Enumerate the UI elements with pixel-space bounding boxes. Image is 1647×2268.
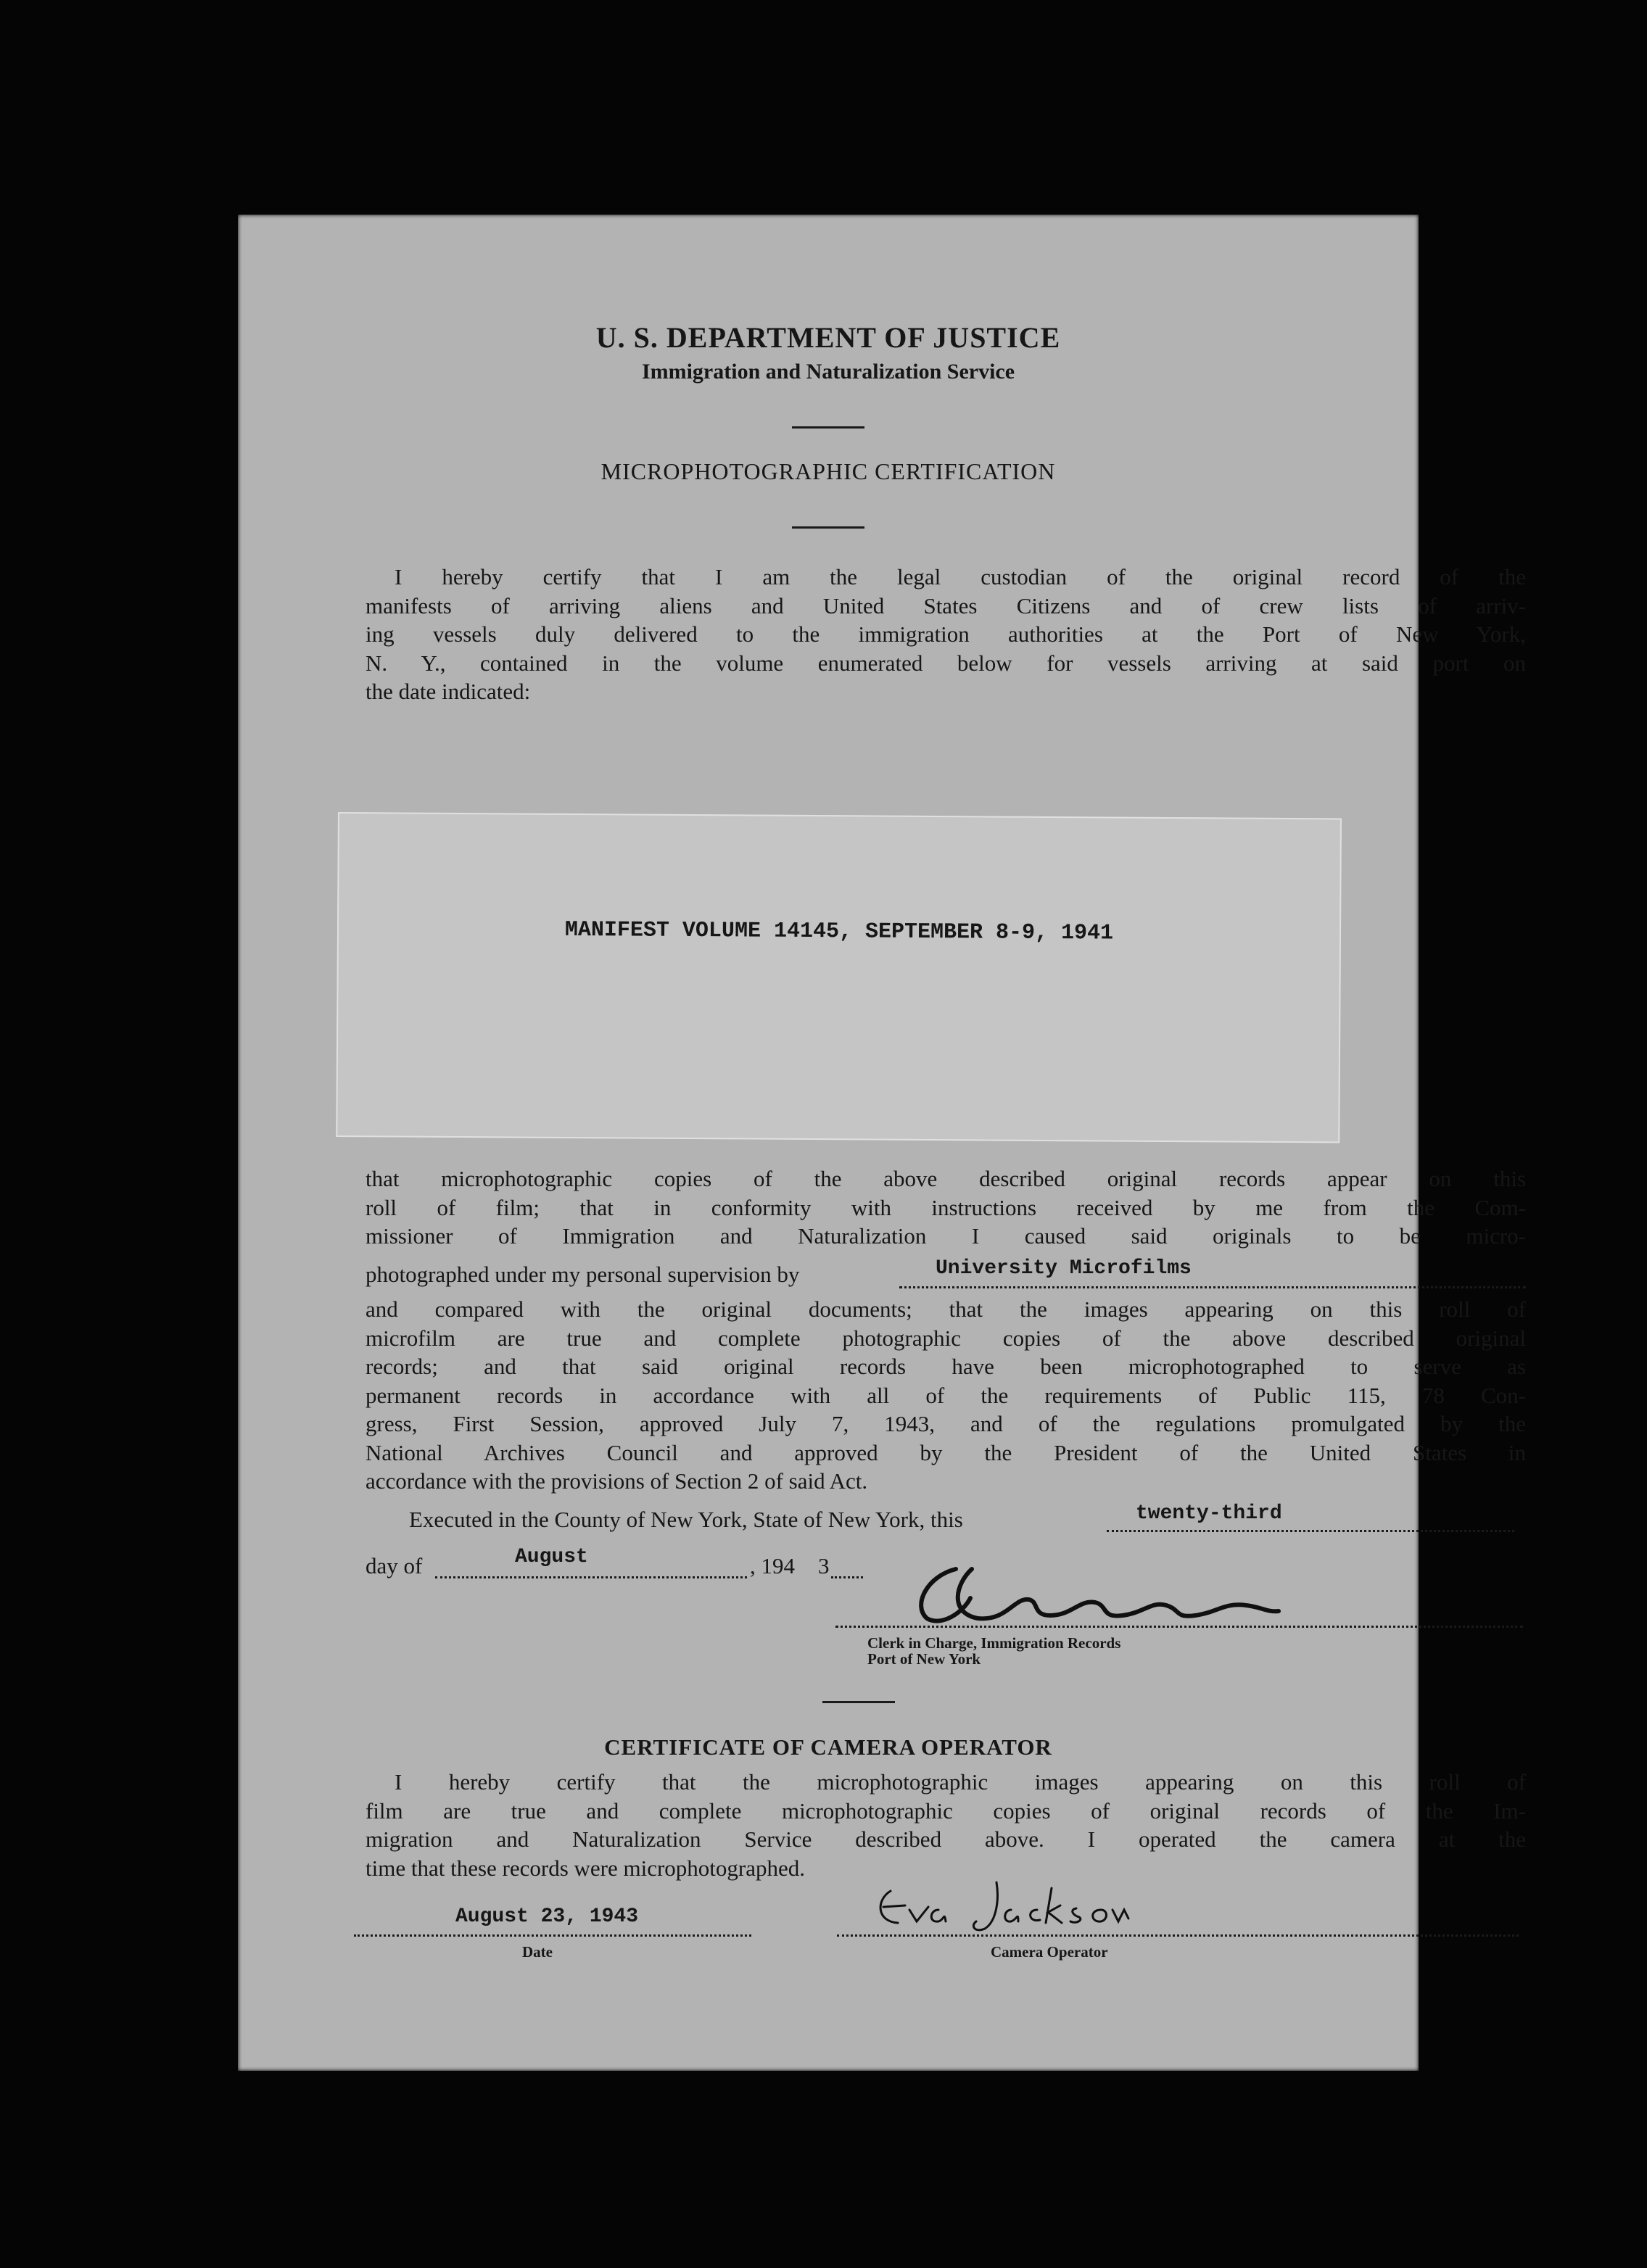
department-title: U. S. DEPARTMENT OF JUSTICE [595,321,1061,354]
month-value: August [515,1546,588,1568]
body-line: microfilm are true and complete photographic copies of the above described original [366,1325,1526,1351]
body-line: National Archives Council and approved by the President of the United States in [366,1439,1526,1465]
certificate-page [238,215,1526,2071]
camera-line: I hereby certify that the microphotographic images appearing on this roll of [395,1769,1526,1795]
body-line: and compared with the original documents; that the images appearing on this roll of [366,1296,1526,1322]
operator-signature [869,1878,1130,1936]
clerk-title: Clerk in Charge, Immigration Records [867,1634,1121,1652]
year-prefix: , 194 [750,1553,795,1578]
body-paragraph [366,1164,1526,1251]
camera-paragraph [366,1768,1526,1882]
body-line: roll of film; that in conformity with instructions received by me from the Com- [366,1194,1526,1220]
intro-line: ing vessels duly delivered to the immigration authorities at the Port of New York, [366,621,1526,647]
intro-line: the date indicated: [366,679,531,704]
camera-line: time that these records were microphotographed. [366,1855,805,1881]
form-title: MICROPHOTOGRAPHIC CERTIFICATION [600,458,1056,484]
operator-label: Camera Operator [991,1943,1108,1961]
clerk-port: Port of New York [867,1650,981,1668]
supervision-dotted-line [899,1286,1526,1288]
camera-line: migration and Naturalization Service described above. I operated the camera at the [366,1826,1526,1852]
body-line: gress, First Session, approved July 7, 1943, and of the regulations promulgated by the [366,1411,1526,1436]
year-dotted-line [831,1576,863,1578]
body-line: permanent records in accordance with all of the requirements of Public 115, 78 Con- [366,1382,1526,1408]
body-line: missioner of Immigration and Naturalization I caused said originals to be micro- [366,1223,1526,1249]
date-label: Date [522,1943,553,1961]
body-line: accordance with the provisions of Section 2 of said Act. [366,1468,868,1494]
intro-line: I hereby certify that I am the legal custodian of the original record of the [395,564,1526,589]
month-dotted-line [435,1576,747,1578]
divider [822,1701,895,1703]
record-slip [336,812,1342,1143]
supervision-label: photographed under my personal supervision by [366,1262,800,1287]
date-dotted-line [354,1934,751,1937]
intro-line: N. Y., contained in the volume enumerated below for vessels arriving at said port on [366,650,1526,676]
body-line: records; and that said original records have been microphotographed to serve as [366,1354,1526,1379]
camera-line: film are true and complete microphotographic copies of original records of the Im- [366,1797,1526,1824]
camera-certificate-title: CERTIFICATE OF CAMERA OPERATOR [604,1734,1052,1760]
service-subtitle: Immigration and Naturalization Service [641,360,1015,384]
day-of-label: day of [366,1553,423,1578]
day-value: twenty-third [1136,1502,1282,1525]
intro-paragraph [366,563,1526,706]
body-line: that microphotographic copies of the above described original records appear on this [366,1166,1526,1191]
intro-line: manifests of arriving aliens and United States Citizens and of crew lists of arriv- [366,592,1526,618]
day-dotted-line [1107,1530,1514,1532]
execution-text: Executed in the County of New York, State of New York, this [409,1507,963,1532]
supervision-value: University Microfilms [936,1257,1192,1280]
divider [792,426,864,429]
operator-signature-line [837,1934,1519,1937]
operator-date-value: August 23, 1943 [455,1905,639,1928]
year-digit: 3 [818,1553,830,1578]
clerk-signature [905,1555,1282,1634]
manifest-volume-text: MANIFEST VOLUME 14145, SEPTEMBER 8-9, 1941 [564,917,1114,946]
divider [792,526,864,529]
body-paragraph [366,1295,1526,1496]
